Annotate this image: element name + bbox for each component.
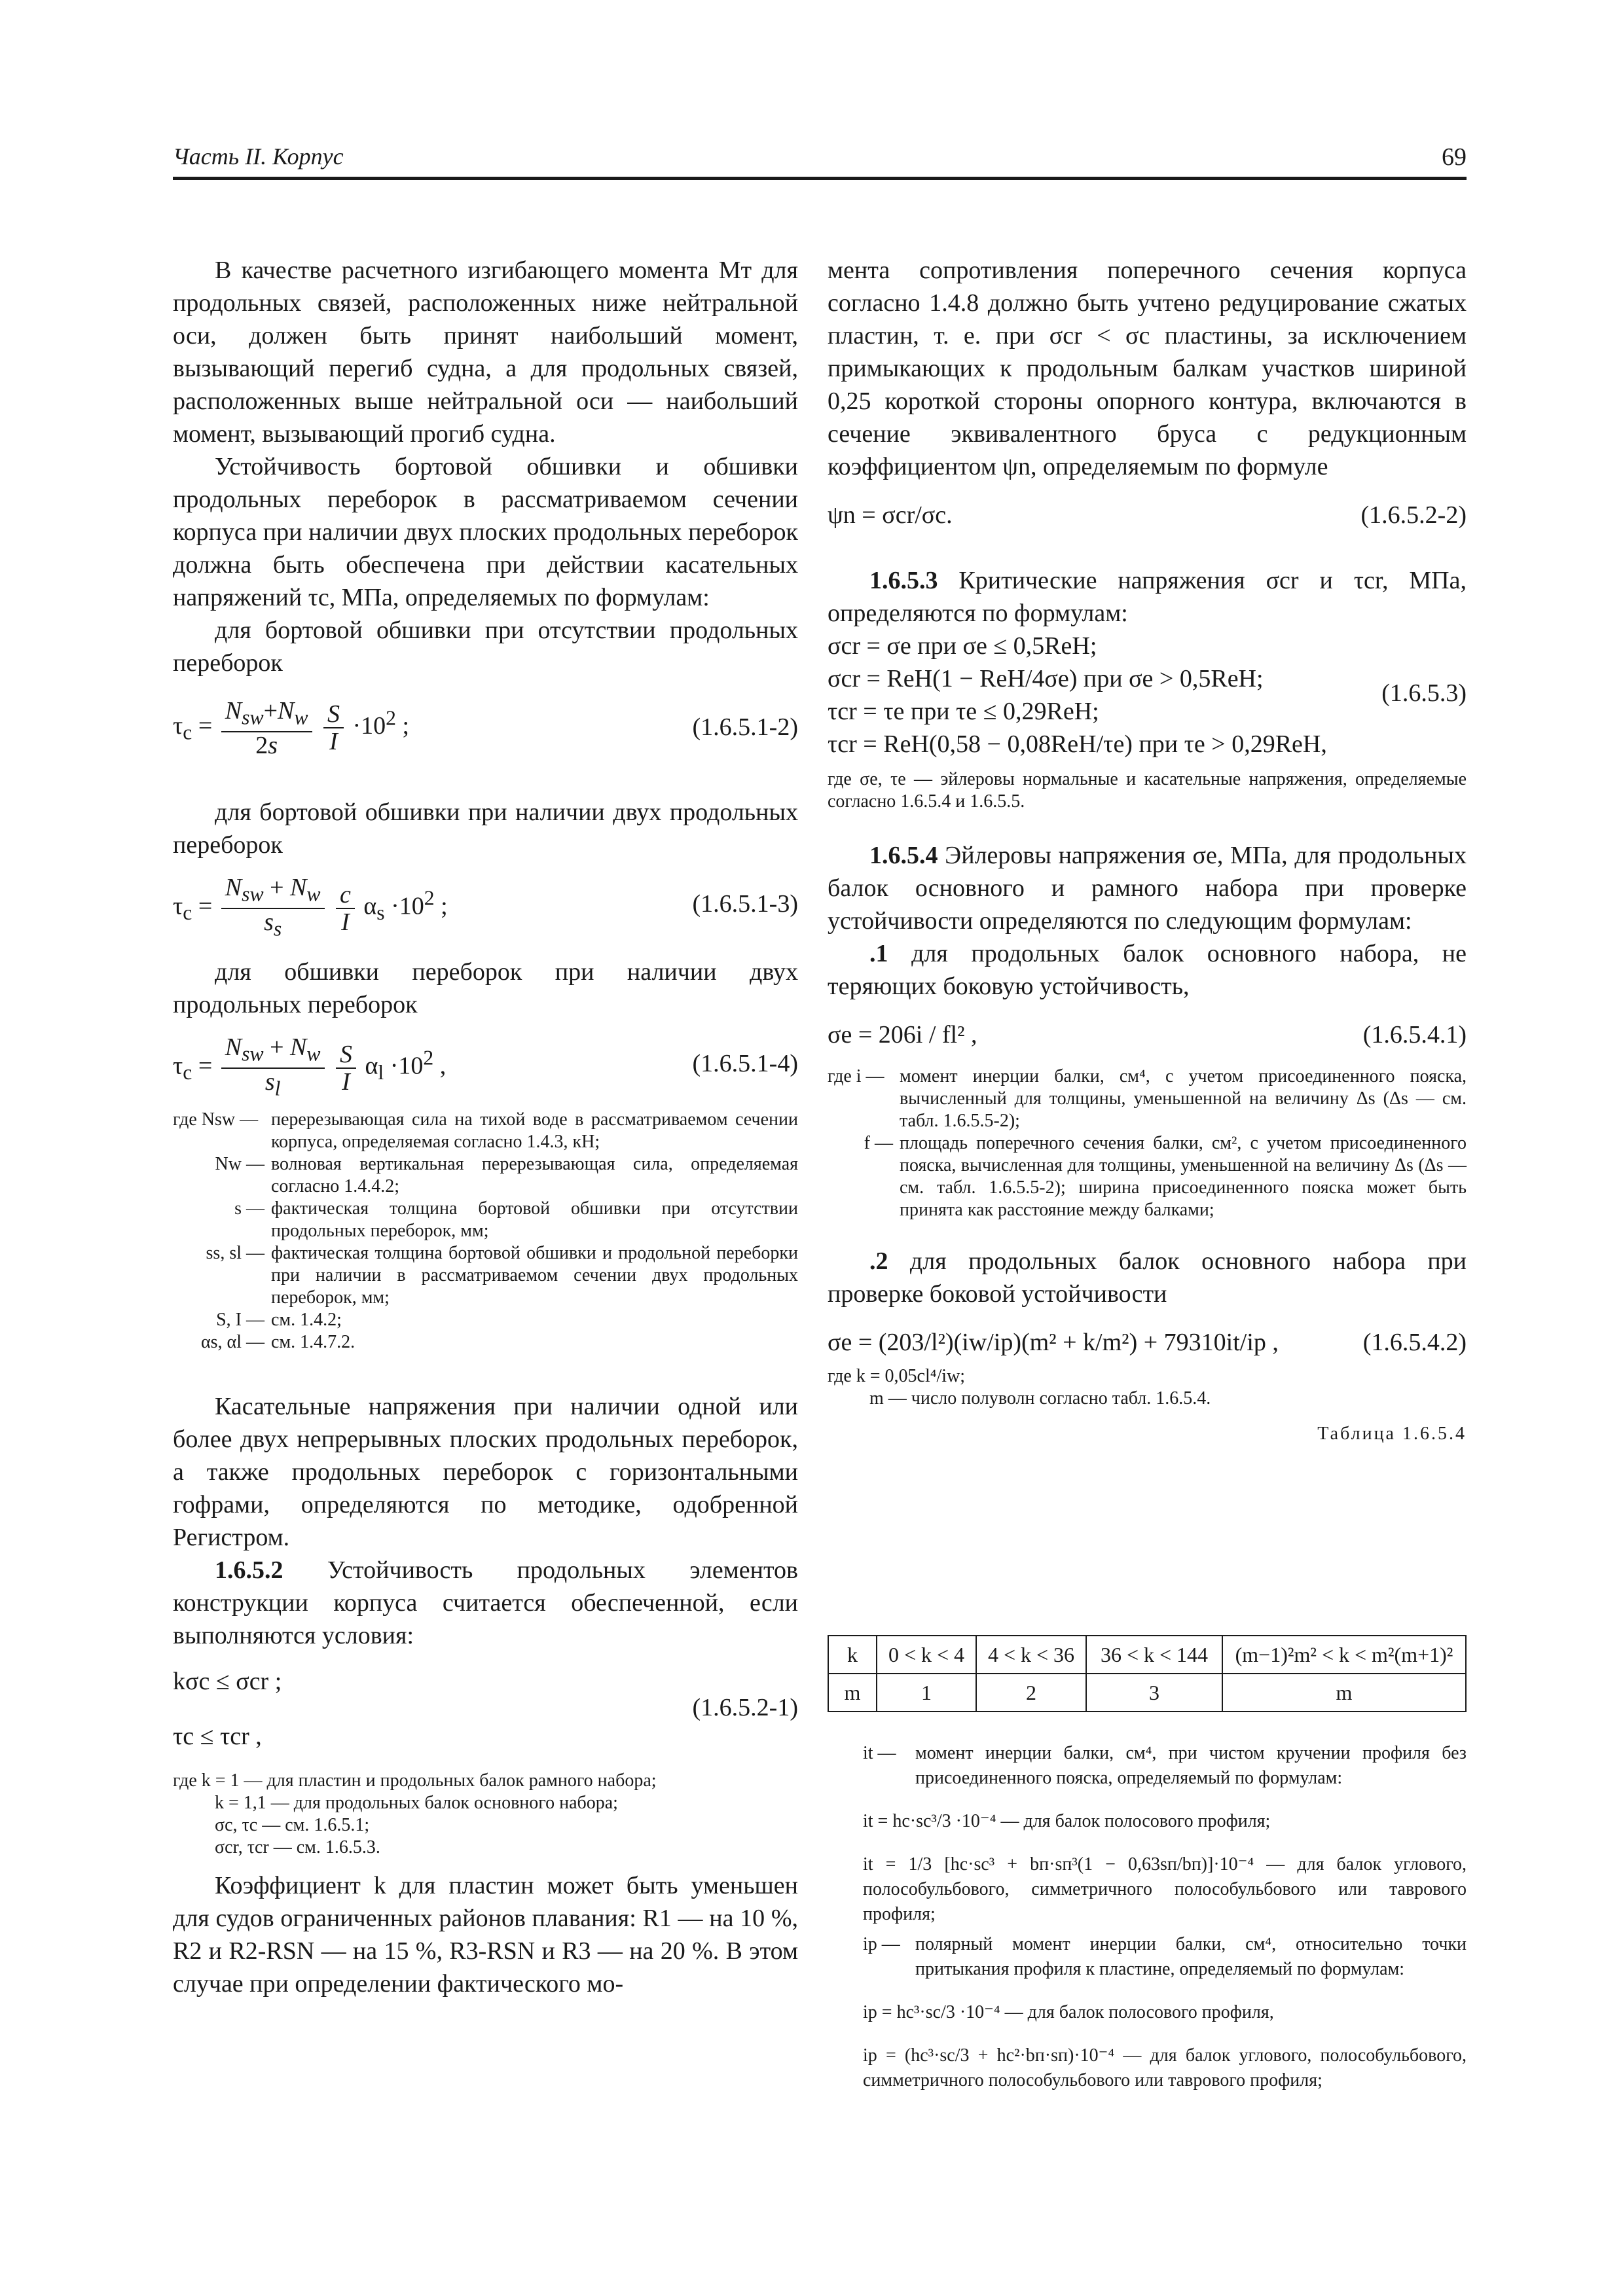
clause-number: 1.6.5.4 — [869, 842, 938, 869]
paragraph-bulkhead-plating: для обшивки переборок при наличии двух продольных переборок — [173, 958, 798, 1018]
clause-number: 1.6.5.3 — [869, 567, 938, 594]
formula-number: (1.6.5.1-4) — [692, 1050, 798, 1077]
paragraph-item-2: .2 для продольных балок основного набора при проверке боковой устойчивости — [828, 1247, 1467, 1308]
table-cell: 36 < k < 144 — [1086, 1636, 1222, 1674]
where-item: Nw — волновая вертикальная перерезывающая сила, определяемая согласно 1.4.4.2; — [215, 1154, 798, 1196]
where-item: S, I — см. 1.4.2; — [216, 1310, 342, 1330]
formula-ip-angle: ip = (hc³·sc/3 + hc²·bп·sп)·10⁻⁴ — для балок углового, полособульбового, симметричного полособульбового или таврового профиля; — [863, 2045, 1467, 2090]
where-item: σcr, τcr — см. 1.6.5.3. — [215, 1837, 380, 1857]
where-item: ss, sl — фактическая толщина бортовой обшивки и продольной переборки при наличии в рассматриваемом сечении двух продольных переборок, мм; — [206, 1243, 798, 1308]
paragraph-1-6-5-3: 1.6.5.3 Критические напряжения σcr и τcr, МПа, определяются по формулам: — [828, 567, 1467, 627]
paragraph-item-1: .1 для продольных балок основного набора, не теряющих боковую устойчивость, — [828, 940, 1467, 1000]
where-list-k — [173, 1770, 798, 1859]
formula-number: (1.6.5.2-1) — [692, 1694, 798, 1721]
where-list-inertia — [828, 1066, 1467, 1221]
formula-1-6-5-1-2 — [173, 691, 798, 770]
formula-expression: σe = (203/l²)(iw/ip)(m² + k/m²) + 79310it/ip , — [828, 1329, 1279, 1356]
where-item: где i — момент инерции балки, см⁴, с учетом присоединенного пояска, вычисленный для толщины, уменьшенной на величину Δs (Δs — см. табл. 1.6.5.5-2); — [828, 1066, 1467, 1131]
formula-expression: σe = 206i / fl² , — [828, 1021, 977, 1049]
paragraph-1-6-5-2: 1.6.5.2 Устойчивость продольных элементов конструкции корпуса считается обеспеченной, если выполняются условия: — [173, 1556, 798, 1649]
where-list-forces — [173, 1109, 798, 1354]
formula-expression: $\tau_c$ = $\frac{N_{sw}+N_w}{2s}$ $\frac{S}{I}$ $\cdot 10^2$ ; — [173, 697, 410, 759]
table-cell: 3 — [1086, 1674, 1222, 1712]
table-cell: 0 < k < 4 — [877, 1636, 976, 1674]
formula-it-angle: it = 1/3 [hc·sc³ + bп·sп³(1 − 0,63sп/bп)]·10⁻⁴ — для балок углового, полособульбового, симметричного полособульбового или таврового профиля; — [863, 1854, 1467, 1924]
table-cell: 1 — [877, 1674, 976, 1712]
table-cell: k — [828, 1636, 877, 1674]
table-cell: m — [1222, 1674, 1466, 1712]
critical-stress-line: σcr = ReH(1 − ReH/4σe) при σe > 0,5ReH; — [828, 665, 1264, 692]
formula-ip-strip: ip = hc³·sc/3 ·10⁻⁴ — для балок полосового профиля, — [863, 2002, 1274, 2022]
where-item: где Nsw — перерезывающая сила на тихой воде в рассматриваемом сечении корпуса, определяемая согласно 1.4.3, кН; — [173, 1109, 798, 1152]
paragraph-k-reduction: Коэффициент k для пластин может быть уменьшен для судов ограниченных районов плавания: R1 — на 10 %, R2 и R2-RSN — на 15 %, R3-RSN и R3 — на 20 %. В этом случае при определении фактического мо- — [173, 1872, 798, 1998]
right-column — [828, 254, 1467, 1445]
where-item: k = 1,1 — для продольных балок основного набора; — [215, 1793, 618, 1813]
formula-1-6-5-1-3 — [173, 870, 798, 942]
running-header: Часть II. Корпус — [173, 143, 344, 170]
formula-number: (1.6.5.4.1) — [1362, 1021, 1467, 1049]
formula-1-6-5-4-1 — [828, 1018, 1467, 1058]
table-cell: (m−1)²m² < k < m²(m+1)² — [1222, 1636, 1466, 1674]
critical-stress-line: τcr = τe при τe ≤ 0,29ReH; — [828, 698, 1099, 725]
where-item: ip — полярный момент инерции балки, см⁴, относительно точки притыкания профиля к пластине, определяемый по формулам: — [863, 1934, 1467, 1979]
condition-tau: τc ≤ τcr , — [173, 1723, 262, 1750]
where-euler-stresses: где σe, τe — эйлеровы нормальные и касательные напряжения, определяемые согласно 1.6.5.4 и 1.6.5.5. — [828, 769, 1467, 812]
paragraph-1-6-5-4: 1.6.5.4 Эйлеровы напряжения σe, МПа, для продольных балок основного и рамного набора при проверке устойчивости определяются по следующим формулам: — [828, 842, 1467, 935]
clause-number: 1.6.5.2 — [215, 1556, 283, 1584]
table-caption: Таблица 1.6.5.4 — [1317, 1424, 1467, 1444]
where-item: αs, αl — см. 1.4.7.2. — [200, 1332, 356, 1352]
paragraph-side-shell-two-bulkheads: для бортовой обшивки при наличии двух продольных переборок — [173, 798, 798, 859]
formula-1-6-5-3 — [828, 630, 1467, 761]
header-rule — [173, 177, 1467, 180]
formula-number: (1.6.5.4.2) — [1362, 1329, 1467, 1356]
critical-stress-line: σcr = σe при σe ≤ 0,5ReH; — [828, 632, 1097, 660]
where-item: m — число полуволн согласно табл. 1.6.5.4. — [869, 1388, 1211, 1408]
table-cell: 4 < k < 36 — [976, 1636, 1086, 1674]
formula-1-6-5-1-4 — [173, 1030, 798, 1102]
where-item: s — фактическая толщина бортовой обшивки при отсутствии продольных переборок, мм; — [234, 1198, 798, 1241]
where-item: it — момент инерции балки, см⁴, при чистом кручении профиля без присоединенного пояска, определяемый по формулам: — [863, 1743, 1467, 1788]
formula-number: (1.6.5.2-2) — [1360, 501, 1467, 529]
paragraph-side-shell-no-bulkheads: для бортовой обшивки при отсутствии продольных переборок — [173, 617, 798, 677]
item-number: .2 — [869, 1247, 888, 1275]
critical-stress-line: τcr = ReH(0,58 − 0,08ReH/τe) при τe > 0,29ReH, — [828, 730, 1327, 758]
paragraph-bending-moment: В качестве расчетного изгибающего момента Mт для продольных связей, расположенных ниже нейтральной оси, должен быть принят наибольший момент, вызывающий перегиб судна, а для продольных связей, расположенных выше нейтральной оси — наибольший момент, вызывающий прогиб судна. — [173, 257, 798, 448]
item-number: .1 — [869, 940, 888, 967]
where-list-torsion — [863, 1741, 1467, 2093]
table-row — [828, 1636, 1466, 1674]
page-number: 69 — [1442, 143, 1467, 171]
table-row — [828, 1674, 1466, 1712]
formula-1-6-5-2-1 — [173, 1665, 798, 1757]
formula-number: (1.6.5.3) — [1381, 679, 1467, 707]
where-item: где k = 1 — для пластин и продольных балок рамного набора; — [173, 1770, 657, 1791]
paragraph-section-modulus: мента сопротивления поперечного сечения корпуса согласно 1.4.8 должно быть учтено редуцирование сжатых пластин, т. е. при σcr < σc пластины, за исключением примыкающих к продольным балкам участков шириной 0,25 короткой стороны опорного контура, включаются в сечение эквивалентного бруса с редукционным коэффициентом ψn, определяемым по формуле — [828, 257, 1467, 480]
table-cell: 2 — [976, 1674, 1086, 1712]
formula-it-strip: it = hc·sc³/3 ·10⁻⁴ — для балок полосового профиля; — [863, 1811, 1271, 1831]
formula-expression: ψn = σcr/σc. — [828, 501, 953, 529]
formula-1-6-5-2-2 — [828, 499, 1467, 538]
table-cell: m — [828, 1674, 877, 1712]
where-item: f — площадь поперечного сечения балки, см², с учетом присоединенного пояска, вычисленная для толщины, уменьшенной на величину Δs (Δs — см. табл. 1.6.5.5-2); ширина присоединенного пояска может быть принята как расстояние между балками; — [864, 1133, 1467, 1220]
paragraph-stability: Устойчивость бортовой обшивки и обшивки продольных переборок в рассматриваемом сечении корпуса при наличии двух плоских продольных переборок должна быть обеспечена при действии касательных напряжений τc, МПа, определяемых по формулам: — [173, 453, 798, 611]
formula-expression: $\tau_c$ = $\frac{N_{sw} + N_w}{s_l}$ $\frac{S}{I}$ $\alpha_l \cdot 10^2$ , — [173, 1033, 447, 1100]
left-column — [173, 254, 798, 2000]
where-item: σc, τc — см. 1.6.5.1; — [215, 1815, 370, 1835]
where-list-k2 — [828, 1365, 1467, 1410]
formula-number: (1.6.5.1-3) — [692, 890, 798, 918]
table-1-6-5-4 — [828, 1635, 1467, 1712]
formula-expression: $\tau_c$ = $\frac{N_{sw} + N_w}{s_s}$ $\frac{c}{I}$ $\alpha_s \cdot 10^2$ ; — [173, 874, 448, 941]
formula-number: (1.6.5.1-2) — [692, 713, 798, 741]
paragraph-tangential-stress: Касательные напряжения при наличии одной или более двух непрерывных плоских продольных переборок, а также продольных переборок с горизонтальными гофрами, определяются по методике, одобренной Регистром. — [173, 1393, 798, 1551]
formula-1-6-5-4-2 — [828, 1326, 1467, 1365]
where-item: где k = 0,05cl⁴/iw; — [828, 1366, 966, 1386]
condition-sigma: kσc ≤ σcr ; — [173, 1668, 282, 1695]
